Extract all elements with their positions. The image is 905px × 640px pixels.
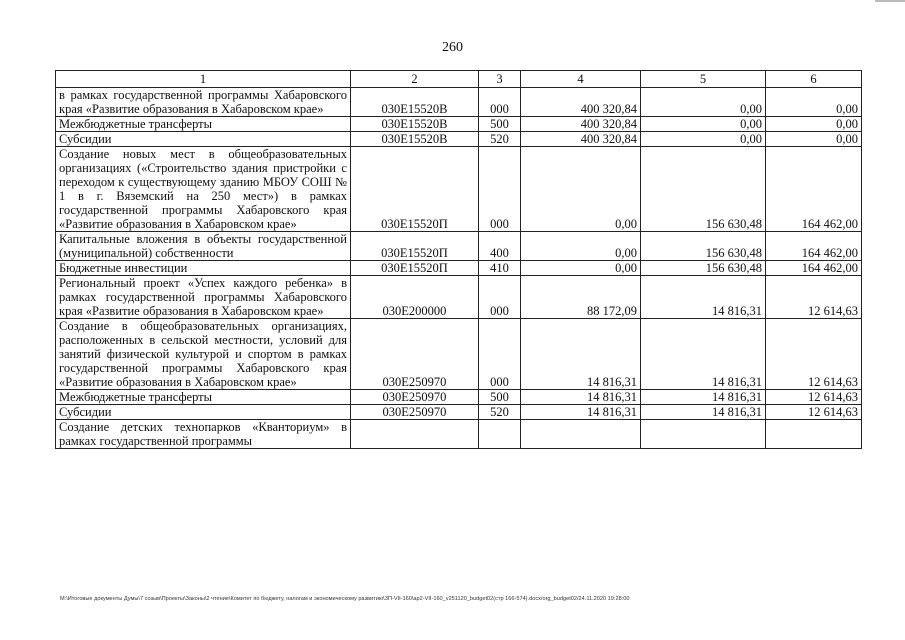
row-name: в рамках государственной программы Хабаровского края «Развитие образования в Хабаровском крае» [56,88,351,117]
row-value-1: 14 816,31 [521,319,641,390]
row-value-3: 164 462,00 [766,232,862,261]
row-value-2: 156 630,48 [641,261,766,276]
row-type: 000 [479,276,521,319]
col-header-4: 4 [521,71,641,88]
row-value-3: 0,00 [766,132,862,147]
row-value-3 [766,420,862,449]
row-code: 030E250970 [351,390,479,405]
col-header-3: 3 [479,71,521,88]
row-type: 410 [479,261,521,276]
row-value-3: 12 614,63 [766,319,862,390]
table-row [56,132,862,147]
row-value-2 [641,420,766,449]
table-row [56,420,862,449]
row-value-2: 0,00 [641,88,766,117]
row-code [351,420,479,449]
table-row [56,147,862,232]
row-value-1: 400 320,84 [521,117,641,132]
row-type: 400 [479,232,521,261]
row-value-2: 0,00 [641,117,766,132]
row-value-1: 400 320,84 [521,132,641,147]
row-value-2: 14 816,31 [641,319,766,390]
row-code: 030E250970 [351,319,479,390]
row-value-3: 12 614,63 [766,405,862,420]
row-type [479,420,521,449]
table-row [56,276,862,319]
row-type: 500 [479,390,521,405]
row-name: Субсидии [56,405,351,420]
row-code: 030E250970 [351,405,479,420]
row-value-1: 0,00 [521,147,641,232]
row-value-2: 14 816,31 [641,390,766,405]
table-row [56,117,862,132]
table-row [56,88,862,117]
scan-edge-mark [875,0,905,2]
row-code: 030E15520В [351,117,479,132]
row-code: 030E200000 [351,276,479,319]
row-code: 030E15520В [351,88,479,117]
row-code: 030E15520П [351,261,479,276]
row-name: Создание детских технопарков «Кванториум» в рамках государственной программы [56,420,351,449]
row-value-1: 0,00 [521,261,641,276]
row-value-1: 400 320,84 [521,88,641,117]
row-name: Межбюджетные трансферты [56,117,351,132]
row-name: Региональный проект «Успех каждого ребенка» в рамках государственной программы Хабаровского края «Развитие образования в Хабаровском крае» [56,276,351,319]
table-row [56,405,862,420]
row-type: 500 [479,117,521,132]
row-value-2: 0,00 [641,132,766,147]
table-row [56,232,862,261]
row-type: 520 [479,405,521,420]
row-type: 000 [479,147,521,232]
row-value-2: 156 630,48 [641,147,766,232]
row-type: 000 [479,319,521,390]
row-code: 030E15520П [351,232,479,261]
col-header-6: 6 [766,71,862,88]
file-path-footer: M:\Итоговые документы Думы\7 созыв\Проекты\Законы\2 чтение\Комитет по бюджету, налогам и экономическому развитию\ЗП-VII-160\ap2-VII-160_v251120_budget02(стр 166-574).docx/org_budget02/24.11.2020 19:28:00 [60,596,630,602]
row-name: Субсидии [56,132,351,147]
row-code: 030E15520В [351,132,479,147]
row-value-3: 12 614,63 [766,390,862,405]
row-name: Межбюджетные трансферты [56,390,351,405]
table-row [56,319,862,390]
row-value-3: 0,00 [766,117,862,132]
header-row [56,71,862,88]
row-value-1: 0,00 [521,232,641,261]
row-code: 030E15520П [351,147,479,232]
col-header-2: 2 [351,71,479,88]
row-name: Бюджетные инвестиции [56,261,351,276]
row-value-3: 12 614,63 [766,276,862,319]
row-value-2: 14 816,31 [641,405,766,420]
row-value-1 [521,420,641,449]
row-name: Капитальные вложения в объекты государственной (муниципальной) собственности [56,232,351,261]
page-number: 260 [442,40,463,55]
row-name: Создание новых мест в общеобразовательных организациях («Строительство здания пристройки с переходом к существующему зданию МБОУ СОШ № 1 в г. Вяземский на 250 мест») в рамках государственной программы Хабаровского края «Развитие образования в Хабаровском крае» [56,147,351,232]
row-value-1: 88 172,09 [521,276,641,319]
row-value-1: 14 816,31 [521,405,641,420]
row-name: Создание в общеобразовательных организациях, расположенных в сельской местности, условий для занятий физической культурой и спортом в рамках государственной программы Хабаровского края «Развитие образования в Хабаровском крае» [56,319,351,390]
row-value-3: 0,00 [766,88,862,117]
budget-table [55,70,862,449]
row-value-2: 14 816,31 [641,276,766,319]
row-value-1: 14 816,31 [521,390,641,405]
row-value-3: 164 462,00 [766,261,862,276]
row-value-3: 164 462,00 [766,147,862,232]
row-value-2: 156 630,48 [641,232,766,261]
col-header-5: 5 [641,71,766,88]
row-type: 000 [479,88,521,117]
row-type: 520 [479,132,521,147]
table-row [56,390,862,405]
table-row [56,261,862,276]
col-header-1: 1 [56,71,351,88]
